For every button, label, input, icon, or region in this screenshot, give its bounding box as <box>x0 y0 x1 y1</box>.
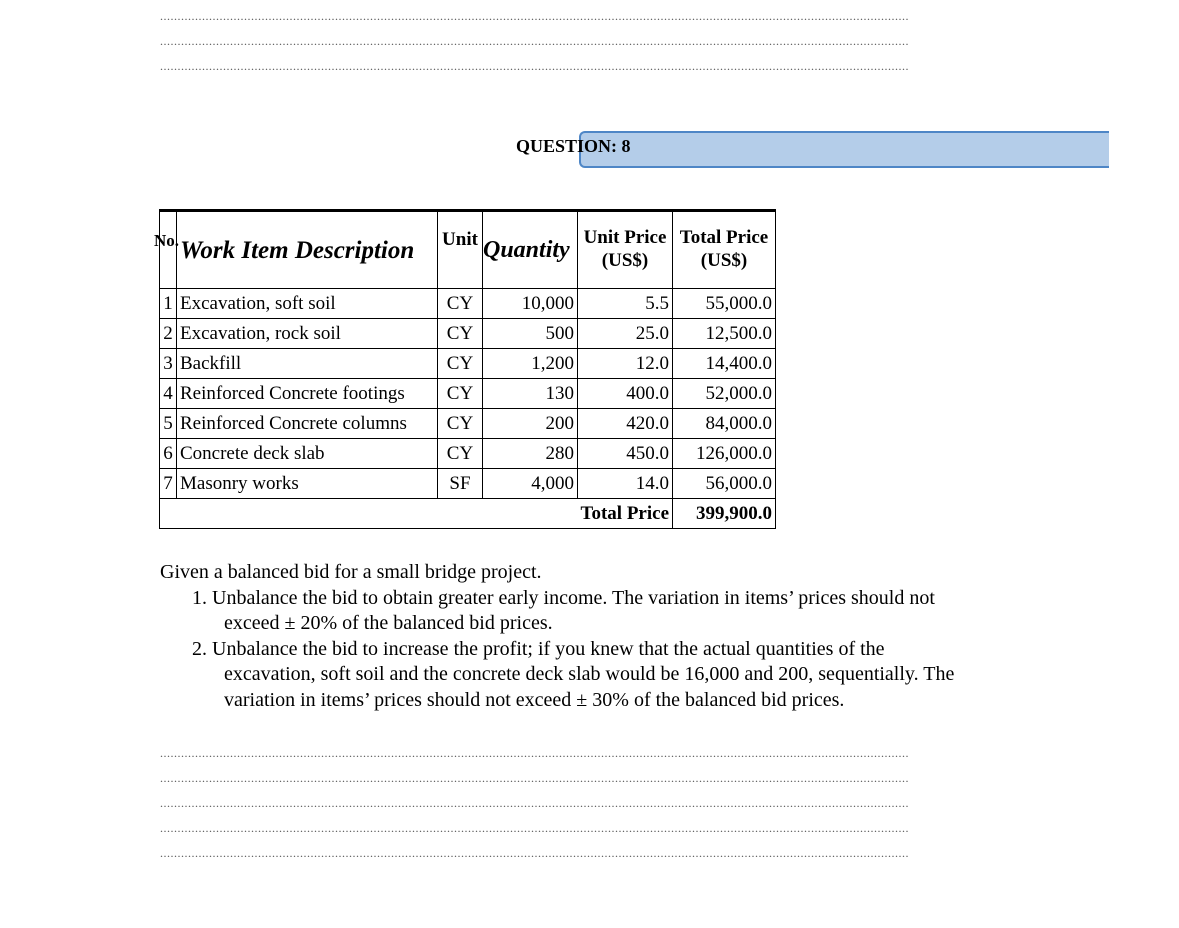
cell-no: 6 <box>160 439 177 469</box>
cell-unit-price: 420.0 <box>578 409 673 439</box>
table-row <box>160 289 776 319</box>
cell-quantity: 280 <box>483 439 578 469</box>
cell-unit: CY <box>438 319 483 349</box>
cell-description: Excavation, rock soil <box>177 319 438 349</box>
cell-no: 5 <box>160 409 177 439</box>
cell-no: 3 <box>160 349 177 379</box>
total-value: 399,900.0 <box>673 499 776 529</box>
cell-no: 4 <box>160 379 177 409</box>
header-quantity: Quantity <box>483 211 578 289</box>
cell-unit-price: 25.0 <box>578 319 673 349</box>
cell-no: 7 <box>160 469 177 499</box>
table-row <box>160 439 776 469</box>
header-total-price: Total Price (US$) <box>673 211 776 289</box>
cell-description: Reinforced Concrete footings <box>177 379 438 409</box>
cell-no: 2 <box>160 319 177 349</box>
bid-table <box>154 209 776 529</box>
answer-line: ...................................................................................................................................................................................................................... <box>160 772 909 784</box>
cell-no: 1 <box>160 289 177 319</box>
cell-unit: CY <box>438 409 483 439</box>
cell-unit-price: 450.0 <box>578 439 673 469</box>
total-spacer <box>160 499 578 529</box>
cell-unit: CY <box>438 439 483 469</box>
answer-line: ...................................................................................................................................................................................................................... <box>160 822 909 834</box>
cell-unit: CY <box>438 289 483 319</box>
cell-total-price: 14,400.0 <box>673 349 776 379</box>
cell-quantity: 130 <box>483 379 578 409</box>
cell-description: Excavation, soft soil <box>177 289 438 319</box>
cell-quantity: 4,000 <box>483 469 578 499</box>
cell-unit-price: 400.0 <box>578 379 673 409</box>
question-body <box>160 560 980 713</box>
table-row <box>160 469 776 499</box>
cell-quantity: 200 <box>483 409 578 439</box>
answer-line: ...................................................................................................................................................................................................................... <box>160 60 909 72</box>
cell-total-price: 52,000.0 <box>673 379 776 409</box>
cell-quantity: 10,000 <box>483 289 578 319</box>
cell-unit-price: 5.5 <box>578 289 673 319</box>
cell-description: Reinforced Concrete columns <box>177 409 438 439</box>
cell-unit-price: 12.0 <box>578 349 673 379</box>
cell-unit: CY <box>438 349 483 379</box>
header-no: No. <box>160 211 177 289</box>
table-row <box>160 349 776 379</box>
cell-total-price: 12,500.0 <box>673 319 776 349</box>
cell-unit: SF <box>438 469 483 499</box>
question-title: QUESTION: 8 <box>516 136 631 156</box>
answer-line: ...................................................................................................................................................................................................................... <box>160 10 909 22</box>
cell-unit-price: 14.0 <box>578 469 673 499</box>
answer-line: ...................................................................................................................................................................................................................... <box>160 847 909 859</box>
total-row <box>160 499 776 529</box>
cell-total-price: 84,000.0 <box>673 409 776 439</box>
answer-line: ...................................................................................................................................................................................................................... <box>160 35 909 47</box>
answer-line: ...................................................................................................................................................................................................................... <box>160 747 909 759</box>
table-row <box>160 409 776 439</box>
cell-description: Masonry works <box>177 469 438 499</box>
cell-description: Backfill <box>177 349 438 379</box>
header-unit: Unit <box>438 211 483 289</box>
table-row <box>160 379 776 409</box>
question-item: 1. Unbalance the bid to obtain greater early income. The variation in items’ prices should not exceed ± 20% of the balanced bid prices. <box>192 586 935 634</box>
question-intro: Given a balanced bid for a small bridge project. <box>160 561 542 583</box>
cell-quantity: 500 <box>483 319 578 349</box>
answer-line: ...................................................................................................................................................................................................................... <box>160 797 909 809</box>
cell-total-price: 56,000.0 <box>673 469 776 499</box>
question-highlight-box <box>579 131 1109 168</box>
question-item: 2. Unbalance the bid to increase the profit; if you knew that the actual quantities of the excavation, soft soil and the concrete deck slab would be 16,000 and 200, sequentially. The variation in items’ prices should not exceed ± 30% of the balanced bid prices. <box>192 637 955 711</box>
cell-total-price: 126,000.0 <box>673 439 776 469</box>
cell-quantity: 1,200 <box>483 349 578 379</box>
table-header-row <box>160 211 776 289</box>
cell-total-price: 55,000.0 <box>673 289 776 319</box>
question-items <box>160 586 980 714</box>
header-description: Work Item Description <box>177 211 438 289</box>
total-label: Total Price <box>578 499 673 529</box>
cell-unit: CY <box>438 379 483 409</box>
table-row <box>160 319 776 349</box>
header-unit-price: Unit Price (US$) <box>578 211 673 289</box>
cell-description: Concrete deck slab <box>177 439 438 469</box>
